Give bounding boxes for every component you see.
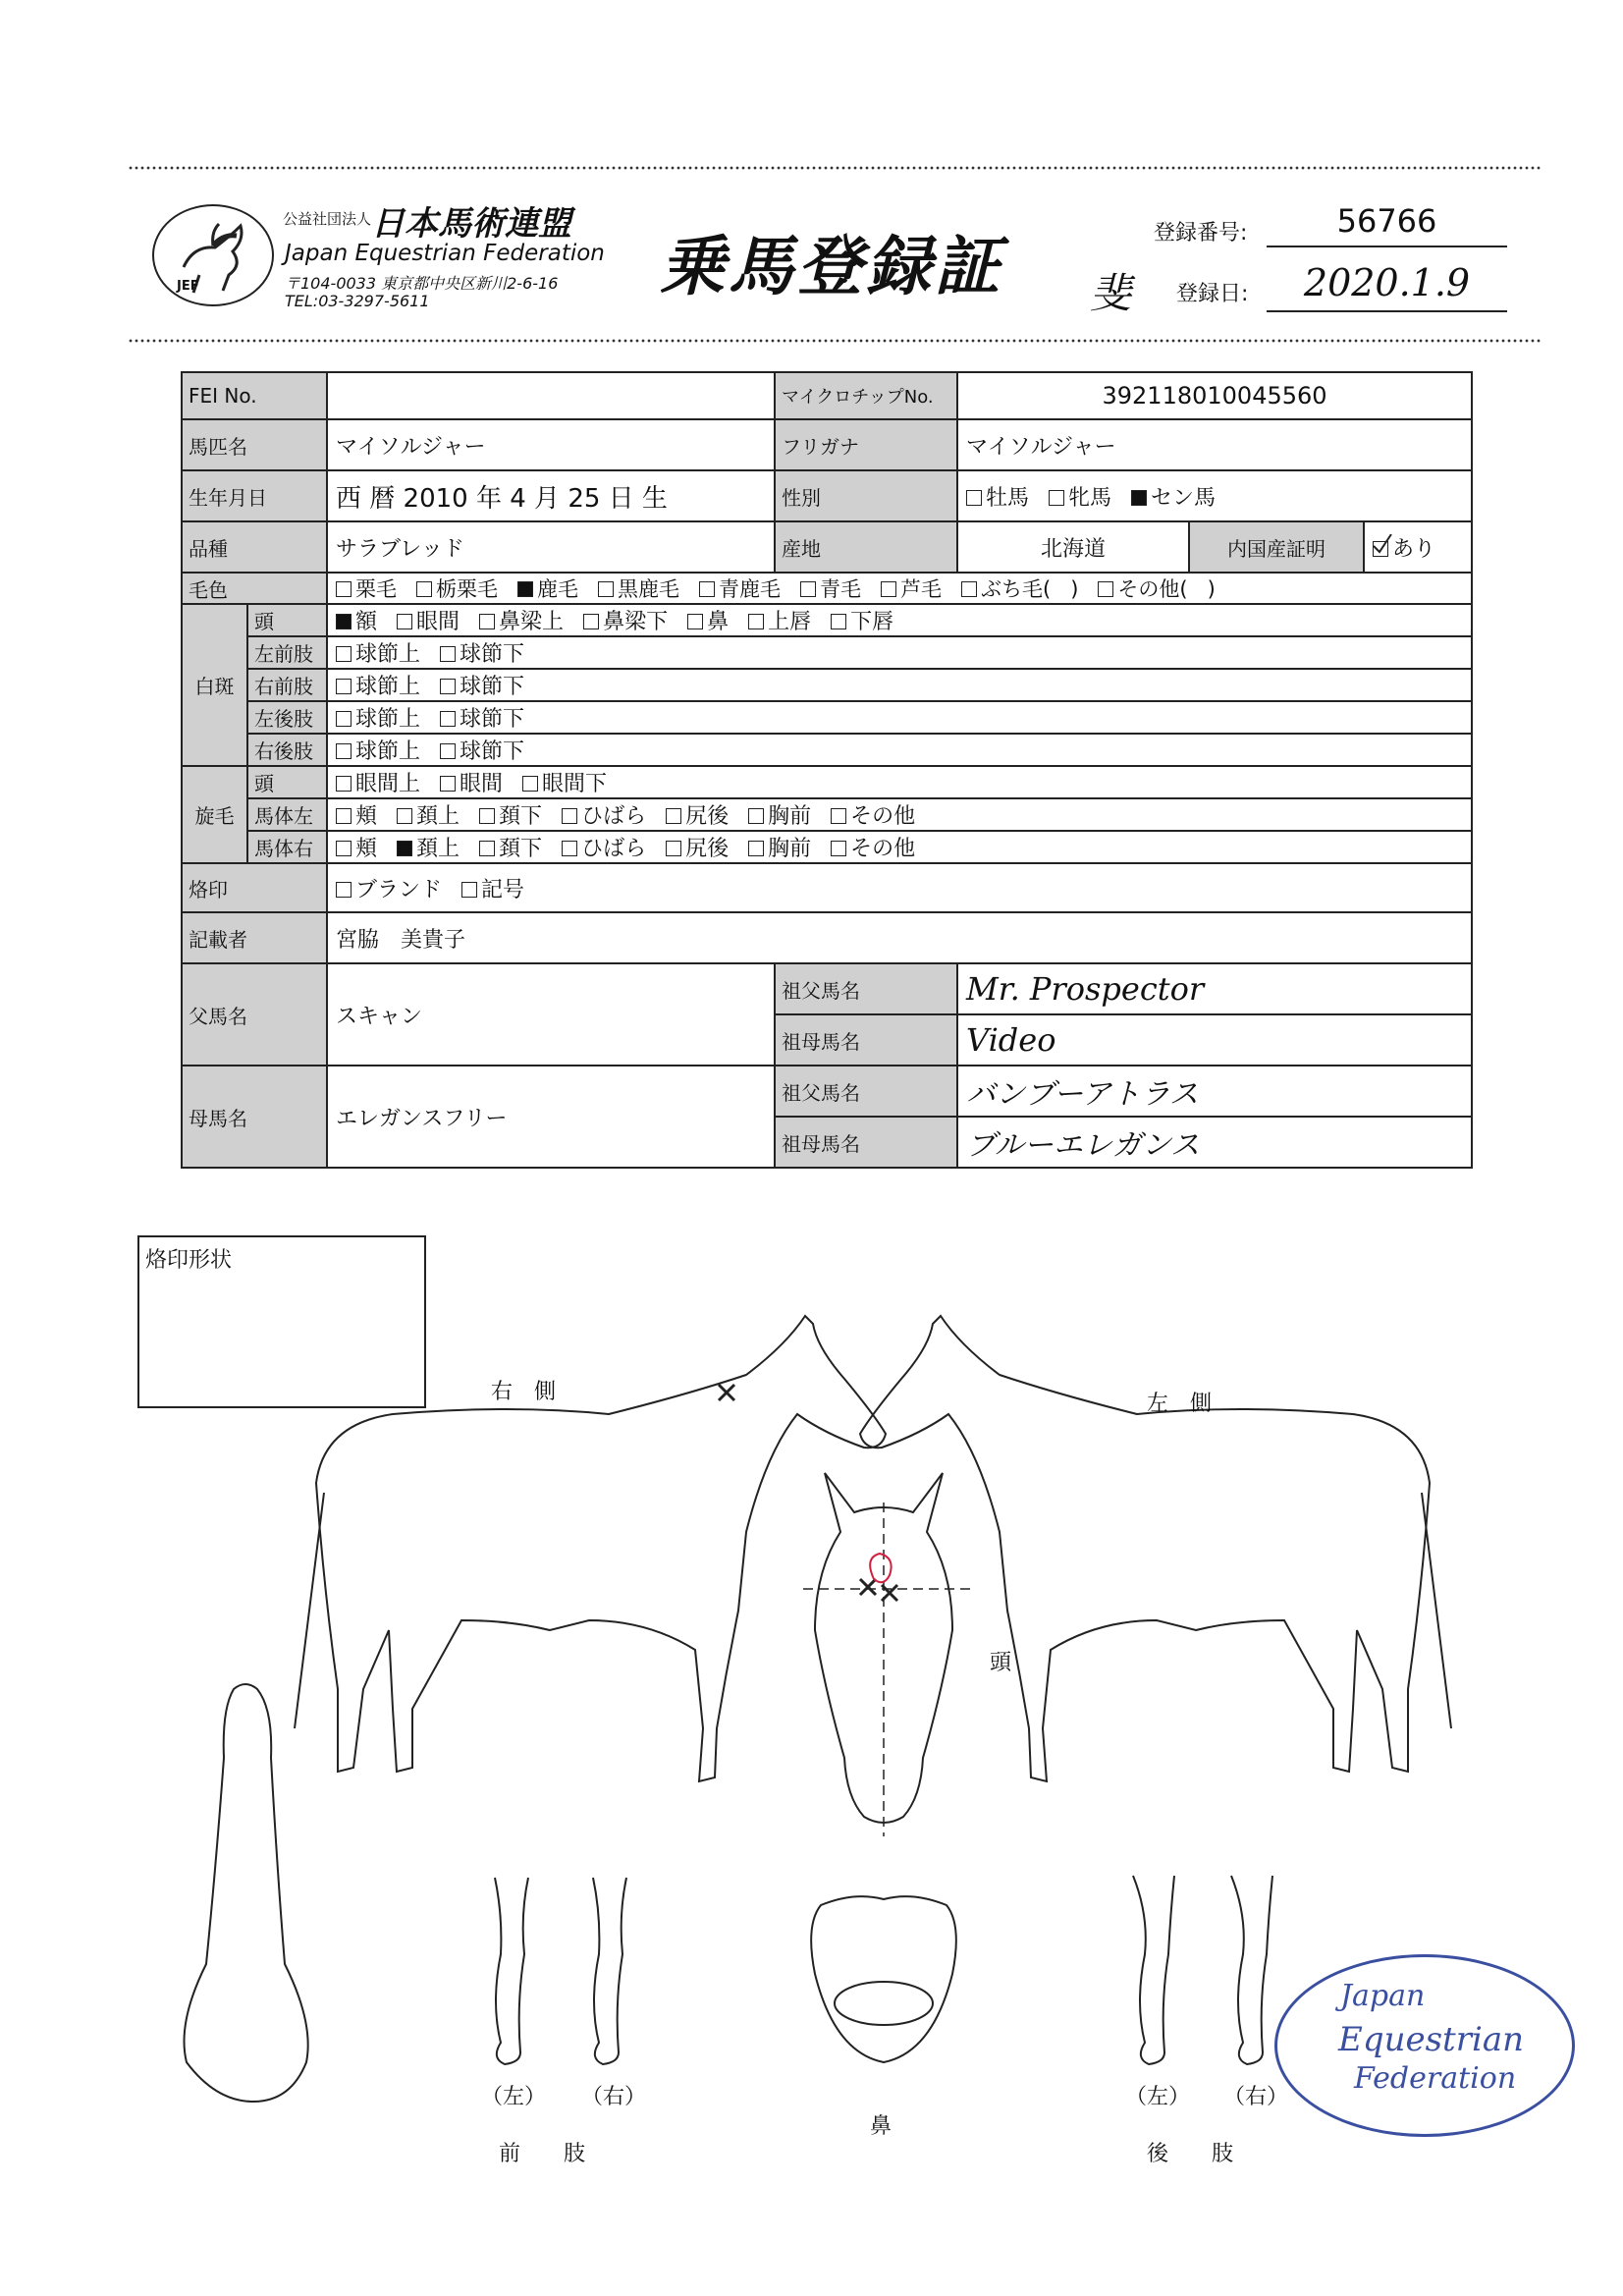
whorl-label: 旋毛 bbox=[182, 766, 247, 863]
org-prefix: 公益社団法人 bbox=[283, 210, 372, 228]
reg-date-label: 登録日: bbox=[1176, 282, 1249, 306]
checkbox-label: 鼻梁下 bbox=[603, 610, 669, 634]
fei-label: FEI No. bbox=[182, 372, 327, 419]
granddam-label: 祖母馬名 bbox=[775, 1014, 957, 1066]
checkbox-label: 球節上 bbox=[355, 739, 421, 764]
checkbox-label: 上唇 bbox=[768, 610, 812, 634]
grandsire-label: 祖父馬名 bbox=[775, 963, 957, 1014]
nose-icon bbox=[811, 1896, 956, 2062]
address: 〒104-0033 東京都中央区新川2-6-16 bbox=[285, 274, 559, 293]
grandsire-label: 祖父馬名 bbox=[775, 1066, 957, 1117]
checkbox-label: 眼間下 bbox=[542, 772, 608, 796]
origin-value: 北海道 bbox=[957, 521, 1189, 573]
whorl-part: 頭 bbox=[247, 766, 327, 798]
checkbox-label: 球節上 bbox=[355, 642, 421, 667]
checkbox-label: 球節上 bbox=[355, 675, 421, 699]
sire-granddam: Video bbox=[957, 1014, 1472, 1066]
sire-grandsire: Mr. Prospector bbox=[957, 963, 1472, 1014]
breed-label: 品種 bbox=[182, 521, 327, 573]
whorl-part: 馬体右 bbox=[247, 831, 327, 863]
chip-label: マイクロチップNo. bbox=[775, 372, 957, 419]
kana-value: マイソルジャー bbox=[957, 419, 1472, 470]
stamp-line-2: Equestrian bbox=[1338, 2020, 1525, 2059]
checkbox-label: 尻後 bbox=[685, 804, 730, 829]
checkbox-label: ひばら bbox=[581, 804, 647, 829]
left-side-horse-icon bbox=[860, 1316, 1430, 1781]
checkbox-label: セン馬 bbox=[1151, 485, 1217, 511]
granddam-label: 祖母馬名 bbox=[775, 1117, 957, 1168]
left-side-label: 左 側 bbox=[1147, 1392, 1213, 1416]
checkbox-label: その他 bbox=[850, 804, 916, 829]
breed-value: サラブレッド bbox=[327, 521, 775, 573]
chip-value: 392118010045560 bbox=[957, 372, 1472, 419]
checkbox-label: 頚上 bbox=[416, 837, 460, 861]
right-side-horse-icon bbox=[316, 1316, 886, 1781]
reg-number-label: 登録番号: bbox=[1154, 221, 1248, 246]
checkbox-label: 芦毛 bbox=[900, 577, 943, 601]
checkbox-label: 球節下 bbox=[460, 675, 525, 699]
white-part: 右後肢 bbox=[247, 734, 327, 766]
logo-text: JEF bbox=[177, 279, 199, 294]
hindlimb-left-label: （左） bbox=[1125, 2085, 1191, 2109]
whorl-part: 馬体左 bbox=[247, 798, 327, 831]
checkbox-label: 球節上 bbox=[355, 707, 421, 732]
checkbox-label: ひばら bbox=[581, 837, 647, 861]
document-title: 乗馬登録証 bbox=[660, 229, 1003, 304]
seal-mark: 斐 bbox=[1090, 269, 1132, 317]
white-part: 左後肢 bbox=[247, 701, 327, 734]
forelimbs-label: 前 肢 bbox=[499, 2142, 586, 2166]
dam-label: 母馬名 bbox=[182, 1066, 327, 1168]
dam-value: エレガンスフリー bbox=[327, 1066, 775, 1168]
forelimb-left-label: （左） bbox=[481, 2085, 547, 2109]
checkbox-label: その他( bbox=[1117, 577, 1188, 601]
sire-value: スキャン bbox=[327, 963, 775, 1066]
brand-shape-label: 烙印形状 bbox=[145, 1248, 233, 1273]
dam-granddam: ブルーエレガンス bbox=[957, 1117, 1472, 1168]
checkbox-label: その他 bbox=[850, 837, 916, 861]
origin-label: 産地 bbox=[775, 521, 957, 573]
forelimb-left-icon bbox=[495, 1878, 528, 2064]
dob-value: 西 暦 2010 年 4 月 25 日 生 bbox=[327, 470, 775, 521]
checkbox-label: 球節下 bbox=[460, 707, 525, 732]
writer-value: 宮脇 美貴子 bbox=[327, 912, 1472, 963]
checkbox-label: 頬 bbox=[355, 837, 378, 861]
checkbox-label: 尻後 bbox=[685, 837, 730, 861]
white-label: 白斑 bbox=[182, 604, 247, 766]
checkbox-label: ぶち毛( bbox=[981, 577, 1052, 601]
tel: TEL:03-3297-5611 bbox=[285, 292, 430, 310]
white-part: 右前肢 bbox=[247, 669, 327, 701]
top-view-horse-icon bbox=[185, 1684, 308, 2102]
nose-label: 鼻 bbox=[870, 2114, 893, 2139]
writer-label: 記載者 bbox=[182, 912, 327, 963]
checkbox-label: 青毛 bbox=[820, 577, 862, 601]
white-part: 頭 bbox=[247, 604, 327, 636]
dam-grandsire: バンブーアトラス bbox=[957, 1066, 1472, 1117]
hindlimb-right-label: （右） bbox=[1223, 2085, 1289, 2109]
checkbox-label: 額 bbox=[355, 610, 378, 634]
checkbox-label: ) bbox=[1070, 577, 1079, 601]
checkbox-label: 頚上 bbox=[416, 804, 460, 829]
forelimb-right-label: （右） bbox=[581, 2085, 647, 2109]
federation-stamp bbox=[1274, 1954, 1575, 2137]
org-english: Japan Equestrian Federation bbox=[285, 241, 605, 266]
checkbox-label: 頚下 bbox=[499, 804, 543, 829]
stamp-line-3: Federation bbox=[1354, 2061, 1517, 2096]
checkbox-label: 鼻 bbox=[707, 610, 730, 634]
color-label: 毛色 bbox=[182, 573, 327, 604]
dob-label: 生年月日 bbox=[182, 470, 327, 521]
sire-label: 父馬名 bbox=[182, 963, 327, 1066]
domestic-value: あり bbox=[1392, 536, 1436, 562]
checkbox-label: 頬 bbox=[355, 804, 378, 829]
checkbox-label: 頚下 bbox=[499, 837, 543, 861]
head-label: 頭 bbox=[990, 1651, 1012, 1675]
hindlimb-right-icon bbox=[1231, 1876, 1272, 2064]
right-side-label: 右 側 bbox=[491, 1380, 557, 1404]
checkbox-label: 下唇 bbox=[850, 610, 894, 634]
hindlimb-left-icon bbox=[1133, 1876, 1174, 2064]
checkbox-label: 眼間 bbox=[460, 772, 504, 796]
name-label: 馬匹名 bbox=[182, 419, 327, 470]
sex-label: 性別 bbox=[775, 470, 957, 521]
checkbox-label: 栃栗毛 bbox=[436, 577, 499, 601]
checkbox-label: ) bbox=[1207, 577, 1216, 601]
checkbox-label: 球節下 bbox=[460, 739, 525, 764]
checkbox-label: 球節下 bbox=[460, 642, 525, 667]
domestic-label: 内国産証明 bbox=[1189, 521, 1364, 573]
reg-number: 56766 bbox=[1267, 202, 1507, 247]
white-part: 左前肢 bbox=[247, 636, 327, 669]
checkbox-label: 牡馬 bbox=[986, 485, 1030, 511]
checkbox-label: ブランド bbox=[355, 877, 443, 902]
checkbox-label: 黒鹿毛 bbox=[618, 577, 680, 601]
brand-label: 烙印 bbox=[182, 863, 327, 912]
name-value: マイソルジャー bbox=[327, 419, 775, 470]
checkbox-label: 牝馬 bbox=[1068, 485, 1112, 511]
checkbox-label: 胸前 bbox=[768, 804, 812, 829]
checkbox-label: 鹿毛 bbox=[537, 577, 579, 601]
forelimb-right-icon bbox=[593, 1878, 626, 2064]
kana-label: フリガナ bbox=[775, 419, 957, 470]
org-name: 日本馬術連盟 bbox=[371, 204, 571, 244]
white-star-mark bbox=[870, 1554, 891, 1582]
checkbox-label: 胸前 bbox=[768, 837, 812, 861]
checkbox-label: 眼間 bbox=[416, 610, 460, 634]
checkbox-label: 青鹿毛 bbox=[719, 577, 782, 601]
reg-date: 2020.1.9 bbox=[1267, 261, 1507, 312]
checkbox-label: 鼻梁上 bbox=[499, 610, 565, 634]
checkbox-label: 栗毛 bbox=[355, 577, 398, 601]
stamp-line-1: Japan bbox=[1340, 1979, 1426, 2013]
checkbox-label: 記号 bbox=[481, 877, 525, 902]
hindlimbs-label: 後 肢 bbox=[1147, 2142, 1234, 2166]
checkbox-label: 眼間上 bbox=[355, 772, 421, 796]
